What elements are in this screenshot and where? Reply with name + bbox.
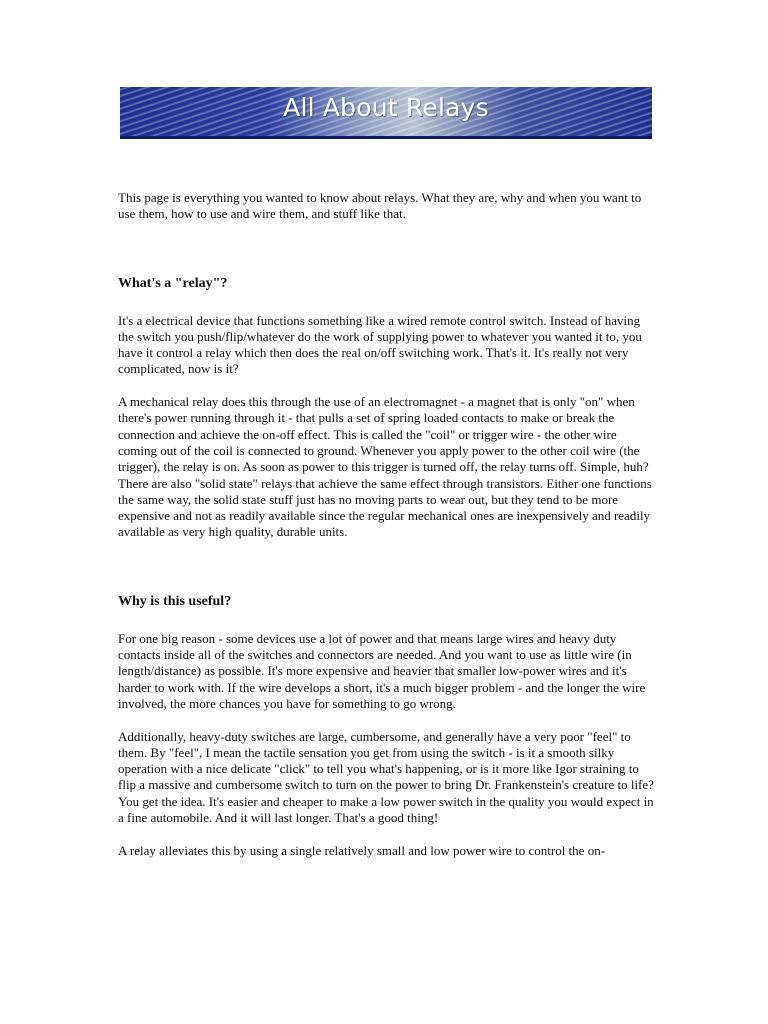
intro-paragraph: This page is everything you wanted to know about relays. What they are, why and when you want to use them, how to use and wire them, and stuff like that. — [118, 190, 642, 222]
banner-title: All About Relays — [283, 93, 489, 122]
section-1-paragraph-1: It's a electrical device that functions something like a wired remote control switch. Instead of having the switch you push/flip/whatever do the work of supplying power to whatever you wanted it to, you have it control a relay which then does the real on/off switching work. That's it. It's really not very complicated, now is it? — [118, 312, 642, 377]
banner-underline — [120, 136, 652, 139]
section-2-paragraph-1: For one big reason - some devices use a lot of power and that means large wires and heavy duty contacts inside all of the switches and connectors are needed. And you want to use as little wire (in length/distance) as possible. It's more expensive and heavier that smaller low-power wires and it's harder to work with. If the wire develops a short, it's a much bigger problem - and the longer the wire involved, the more chances you have for something to go wrong. — [118, 630, 646, 711]
section-heading-why-useful: Why is this useful? — [118, 593, 232, 609]
section-2-paragraph-2: Additionally, heavy-duty switches are large, cumbersome, and generally have a very poor "feel" to them. By "feel", I mean the tactile sensation you get from using the switch - is it a smooth silky operation with a nice delicate "click" to tell you what's happening, or is it more like Igor straining to flip a massive and cumbersome switch to turn on the power to bring Dr. Frankenstein's creature to life? You get the idea. It's easier and cheaper to make a low power switch in the quality you would expect in a fine automobile. And it will last longer. That's a good thing! — [118, 728, 654, 826]
section-heading-whats-a-relay: What's a "relay"? — [118, 275, 228, 291]
page-banner — [120, 87, 652, 136]
section-1-paragraph-2: A mechanical relay does this through the use of an electromagnet - a magnet that is only "on" when there's power running through it - that pulls a set of spring loaded contacts to make or break the connection and achieve the on-off effect. This is called the "coil" or trigger wire - the other wire coming out of the coil is connected to ground. Whenever you apply power to the other coil wire (the trigger), the relay is on. As soon as power to this trigger is turned off, the relay turns off. Simple, huh? There are also "solid state" relays that achieve the same effect through transistors. Either one functions the same way, the solid state stuff just has no moving parts to wear out, but they tend to be more expensive and not as readily available since the regular mechanical ones are inexpensively and readily available as very high quality, durable units. — [118, 394, 652, 540]
section-2-paragraph-3: A relay alleviates this by using a single relatively small and low power wire to control the on- — [118, 842, 606, 858]
article-body — [118, 190, 658, 875]
